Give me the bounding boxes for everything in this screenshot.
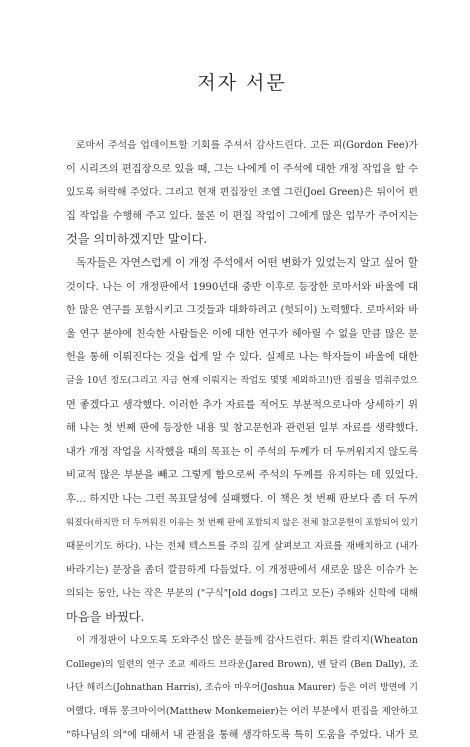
paragraph-1 — [66, 134, 418, 252]
text-line: 로마서 주석을 업데이트할 기회를 주셔서 감사드린다. 고든 피(Gordon Fee)가 — [76, 140, 418, 151]
text-line: 나단 해리스(Johnathan Harris), 조슈아 마우어(Joshua Maurer) 등은 여러 방면에 기 — [66, 682, 418, 693]
text-line: 이 개정판이 나오도록 도와주신 많은 분들께 감사드린다. 휘튼 칼리지(Wheaton — [76, 635, 418, 647]
text-line: 이 시리즈의 편집장으로 있을 때, 그는 나에게 이 주석에 대한 개정 작업을 할 수 — [66, 163, 418, 175]
text-line: 면 좋겠다고 생각했다. 이러한 추가 자료를 적어도 부분적으로나마 상세하기 위 — [66, 399, 418, 411]
text-line: 마음을 바꿨다. — [66, 609, 145, 624]
text-line: 것을 의미하겠지만 말이다. — [66, 232, 208, 247]
preface-body — [66, 134, 418, 747]
text-line: 글을 10년 정도(그리고 지금 현재 이뤄지는 작업도 몇몇 제외하고!)만 집필을 멈춰주었으 — [66, 375, 418, 386]
text-line: 한 많은 연구를 포함시키고 그것들과 대화하려고 (헛되이) 노력했다. 로마서와 바 — [66, 305, 418, 317]
text-line: 해 나는 첫 번째 판에 등장한 내용 및 참고문헌과 관련된 일부 자료를 생략했다. — [66, 423, 418, 435]
text-line: 때문이기도 하다). 나는 전체 텍스트를 주의 깊게 살펴보고 자료를 재배치하고 (내가 — [66, 541, 418, 553]
text-line: 비교적 많은 부분을 빼고 그렇게 함으로써 주석의 두께를 유지하는 데 있었다. — [66, 469, 418, 482]
text-line: 헌을 통해 이뤄진다는 것을 쉽게 알 수 있다. 실제로 나는 학자들이 바울에 대한 — [66, 352, 418, 364]
text-line: 집 작업을 수행해 주고 있다. 물론 이 편집 작업이 그에게 많은 업무가 주어지는 — [66, 210, 418, 222]
text-line: 독자들은 자연스럽게 이 개정 주석에서 어떤 변화가 있었는지 알고 싶어 할 — [76, 256, 418, 269]
text-line: 여했다. 매튜 몽크마이어(Matthew Monkemeier)는 여러 부분에서 편집을 제안하고 — [66, 706, 418, 718]
paragraph-2 — [66, 252, 418, 630]
text-line: 워졌다(하지만 더 두꺼워진 이유는 첫 번째 판에 포함되지 않은 전체 참고문헌이 포함되어 있기 — [66, 517, 418, 528]
text-line: 의되는 동안, 나는 작은 부분의 ("구식"[old dogs] 그리고 모든) 주해와 신학에 대해 — [66, 588, 418, 600]
paragraph-3 — [66, 629, 418, 747]
text-line: 후… 하지만 나는 그런 목표달성에 실패했다. 이 책은 첫 번째 판보다 좀 더 두꺼 — [66, 493, 418, 505]
page-title: 저자 서문 — [197, 72, 287, 94]
text-line: 내가 개정 작업을 시작했을 때의 목표는 이 주석의 두께가 더 두꺼워지지 않도록 — [66, 446, 418, 458]
text-line: 있도록 허락해 주었다. 그리고 현재 편집장인 조엘 그린(Joel Green)은 뒤이어 편 — [66, 187, 418, 199]
text-line: 울 연구 분야에 친숙한 사람들은 이에 대한 연구가 헤아릴 수 없을 만큼 많은 문 — [66, 328, 418, 340]
text-line: 것이다. 나는 이 개정판에서 1990년대 중반 이후로 등장한 로마서와 바울에 대 — [66, 281, 418, 293]
text-line: 바라기는) 문장을 좀더 깔끔하게 다듬었다. 이 개정판에서 새로운 많은 이슈가 논 — [66, 564, 418, 576]
text-line: College)의 일련의 연구 조교 제라드 브라운(Jared Brown), 벤 달리 (Ben Dally), 조 — [66, 659, 418, 671]
text-line: "하나님의 의"에 대해서 내 관점을 통해 생각하도록 특히 도움을 주었다. 내가 로 — [66, 729, 418, 741]
